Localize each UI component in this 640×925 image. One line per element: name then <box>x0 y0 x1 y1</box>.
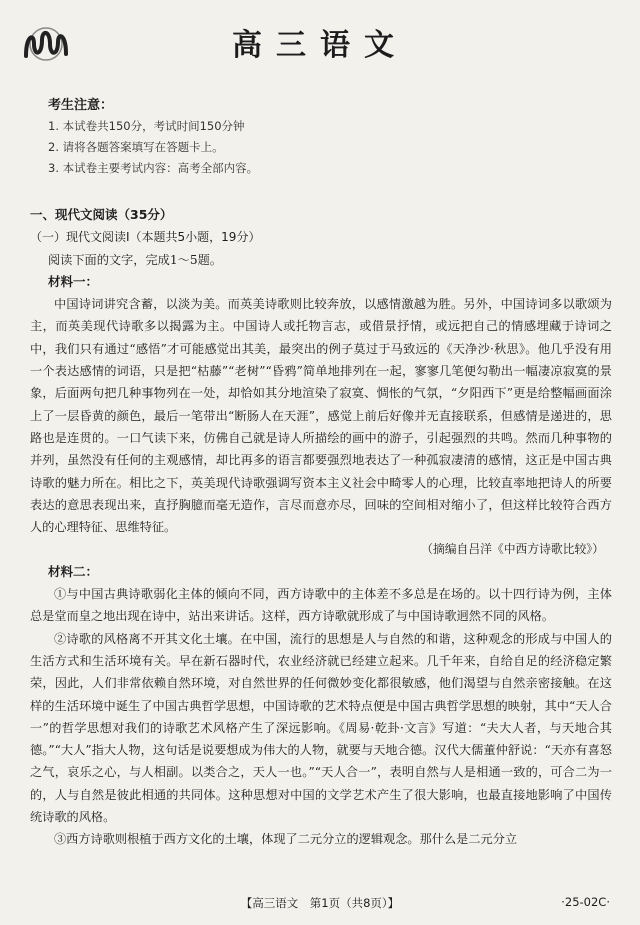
page-number: 【高三语文 第1页（共8页）】 <box>240 896 400 910</box>
material-1-text: 中国诗词讲究含蓄，以淡为美。而英美诗歌则比较奔放，以感情激越为胜。另外，中国诗词多以歌颂为主，而英美现代诗歌多以揭露为主。中国诗人或托物言志，或借景抒情，或远把自己的情感埋藏于诗词之中，我们只有通过“感悟”才可能感觉出其美，最突出的例子莫过于马致远的《天净沙·秋思》。他几乎没有用一个表达感情的词语，只是把“枯藤”“老树”“昏鸦”简单地排列在一起，寥寥几笔便勾勒出一幅凄凉寂寞的景象，后面两句把几种事物列在一处，却恰如其分地渲染了寂寞、惆怅的气氛，“夕阳西下”更是给整幅画面涂上了一层昏黄的颜色，最后一笔带出“断肠人在天涯”，感觉上前后好像并无直接联系，但感情是递进的，思路也是连贯的。一口气读下来，仿佛自己就是诗人所描绘的画中的游子，引起强烈的共鸣。然而几种事物的并列，虽然没有任何的主观感情，却比再多的语言都要强烈地表达了一种孤寂凄清的感情，这正是中国古典诗歌的魅力所在。相比之下，英美现代诗歌强调写资本主义社会中畸零人的心理，比较直率地把诗人的所要表达的意思表现出来，直抒胸臆而毫无造作，言尽而意亦尽，回味的空间相对缩小了，但这样比较符合西方人的心理特征、思维特征。 <box>30 297 612 535</box>
material-2-label: 材料二： <box>48 563 99 579</box>
material-2-paragraph-2: ②诗歌的风格离不开其文化土壤。在中国，流行的思想是人与自然的和谐，这种观念的形成与中国人的生活方式和生活环境有关。早在新石器时代，农业经济就已经建立起来。几千年来，自给自足的经济稳定繁荣，因此，人们非常依赖自然环境，对自然世界的任何微妙变化都很敏感，他们渴望与自然亲密接触。在这样的生活环境中诞生了中国古典哲学思想，中国诗歌的艺术特点便是中国古典哲学思想的映射，其中“天人合一”的哲学思想对我们的诗歌艺术风格产生了深远影响。《周易·乾卦·文言》写道：“夫大人者，与天地合其德。”“大人”指大人物，这句话是说要想成为伟大的人物，就要与天地合德。汉代大儒董仲舒说：“天亦有喜怒之气，哀乐之心，与人相副。以类合之，天人一也。”“天人合一”，表明自然与人是相通一致的，可合二为一的，人与自然是彼此相通的共同体。这种思想对中国的文学艺术产生了很大影响，也最直接地影响了中国传统诗歌的风格。 <box>30 631 612 825</box>
notice-item: 1. 本试卷共150分，考试时间150分钟 <box>48 119 245 133</box>
notice-item: 3. 本试卷主要考试内容：高考全部内容。 <box>48 161 259 175</box>
citation: （摘编自吕洋《中西方诗歌比较》） <box>421 542 604 557</box>
instruction: 阅读下面的文字，完成1～5题。 <box>48 252 222 267</box>
material-1-label: 材料一： <box>48 273 99 289</box>
material-2-paragraph-3: ③西方诗歌则根植于西方文化的土壤，体现了二元分立的逻辑观念。那什么是二元分立 <box>54 832 518 847</box>
material-2-paragraph-1: ①与中国古典诗歌弱化主体的倾向不同，西方诗歌中的主体差不多总是在场的。以十四行诗为例，主体总是堂而皇之地出现在诗中，站出来讲话。这样，西方诗歌就形成了与中国诗歌迥然不同的风格。 <box>30 587 612 624</box>
page-footer <box>0 895 640 915</box>
exam-body <box>30 204 612 851</box>
notice-item: 2. 请将各题答案填写在答题卡上。 <box>48 140 224 154</box>
subsection-title: （一）现代文阅读Ⅰ（本题共5小题，19分） <box>30 230 261 245</box>
exam-code: ·25-02C· <box>561 895 610 909</box>
notice-heading: 考生注意： <box>48 98 114 113</box>
section-title: 一、现代文阅读（35分） <box>30 207 173 222</box>
page-title: 高三语文 <box>232 28 408 63</box>
exam-notice <box>48 95 258 179</box>
